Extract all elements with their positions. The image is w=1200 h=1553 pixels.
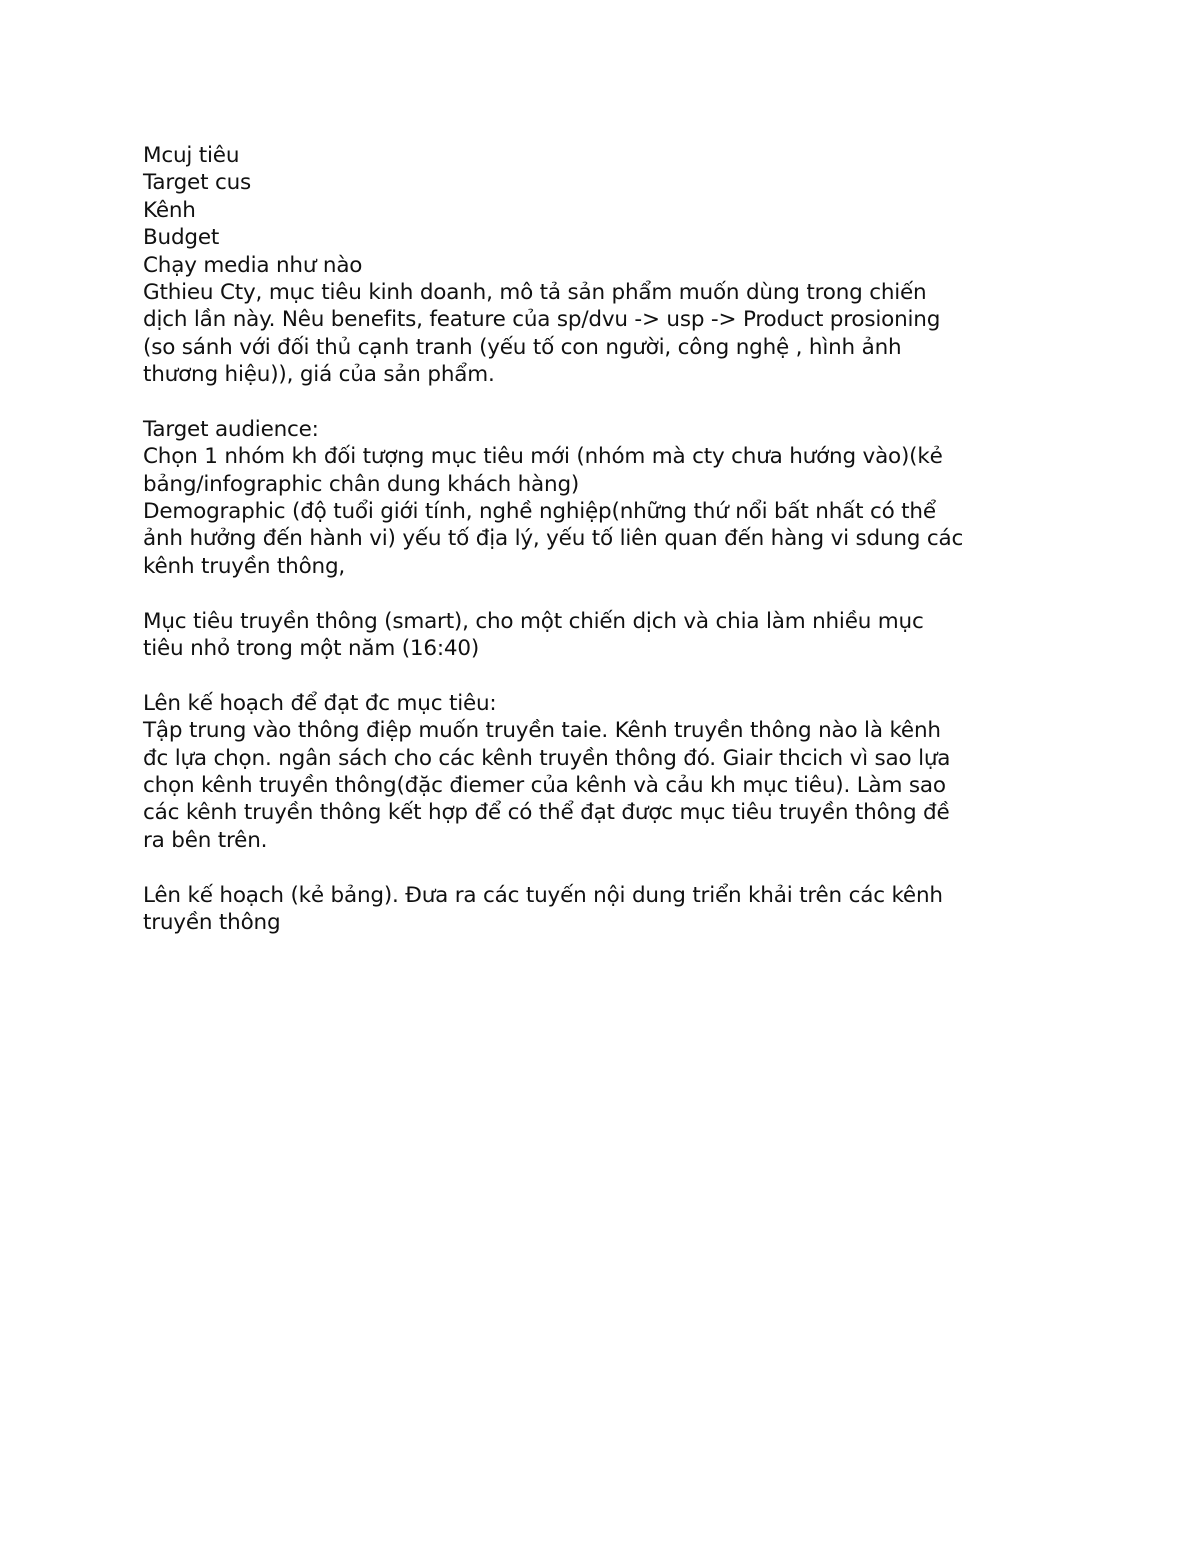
text-line: Lên kế hoạch để đạt đc mục tiêu: [143, 690, 497, 716]
text-line: Kênh [143, 197, 196, 223]
text-line: các kênh truyền thông kết hợp để có thể đạt được mục tiêu truyền thông đề [143, 800, 950, 826]
text-line: Mục tiêu truyền thông (smart), cho một chiến dịch và chia làm nhiều mục [143, 608, 924, 634]
paragraph-gap [143, 389, 1073, 416]
paragraph-gap [143, 580, 1073, 607]
text-line: ảnh hưởng đến hành vi) yếu tố địa lý, yếu tố liên quan đến hàng vi sdung các [143, 526, 964, 552]
text-line: Chọn 1 nhóm kh đối tượng mục tiêu mới (nhóm mà cty chưa hướng vào)(kẻ [143, 444, 943, 470]
text-line: Lên kế hoạch (kẻ bảng). Đưa ra các tuyến nội dung triển khải trên các kênh [143, 882, 943, 908]
text-line: Budget [143, 225, 220, 251]
text-line: Tập trung vào thông điệp muốn truyền taie. Kênh truyền thông nào là kênh [143, 718, 941, 744]
text-line: Chạy media như nào [143, 252, 363, 278]
text-line: chọn kênh truyền thông(đặc điemer của kênh và cảu kh mục tiêu). Làm sao [143, 772, 946, 798]
text-line: tiêu nhỏ trong một năm (16:40) [143, 636, 480, 662]
text-line: bảng/infographic chân dung khách hàng) [143, 471, 580, 497]
text-line: đc lựa chọn. ngân sách cho các kênh truyền thông đó. Giair thcich vì sao lựa [143, 745, 951, 771]
text-line: Target audience: [143, 416, 319, 442]
text-line: Mcuj tiêu [143, 143, 240, 168]
text-line: dịch lần này. Nêu benefits, feature của sp/dvu -> usp -> Product prosioning [143, 307, 941, 333]
text-line: Demographic (độ tuổi giới tính, nghề nghiệp(những thứ nổi bất nhất có thể [143, 499, 936, 525]
text-line: kênh truyền thông, [143, 553, 346, 579]
text-line: Gthieu Cty, mục tiêu kinh doanh, mô tả sản phẩm muốn dùng trong chiến [143, 279, 927, 305]
text-line: (so sánh với đối thủ cạnh tranh (yếu tố con người, công nghệ , hình ảnh [143, 334, 902, 360]
text-line: thương hiệu)), giá của sản phẩm. [143, 362, 495, 388]
document-body [143, 142, 1073, 936]
paragraph-gap [143, 662, 1073, 689]
text-line: truyền thông [143, 909, 281, 935]
text-line: Target cus [143, 170, 251, 196]
text-line: ra bên trên. [143, 827, 268, 853]
paragraph-gap [143, 854, 1073, 881]
